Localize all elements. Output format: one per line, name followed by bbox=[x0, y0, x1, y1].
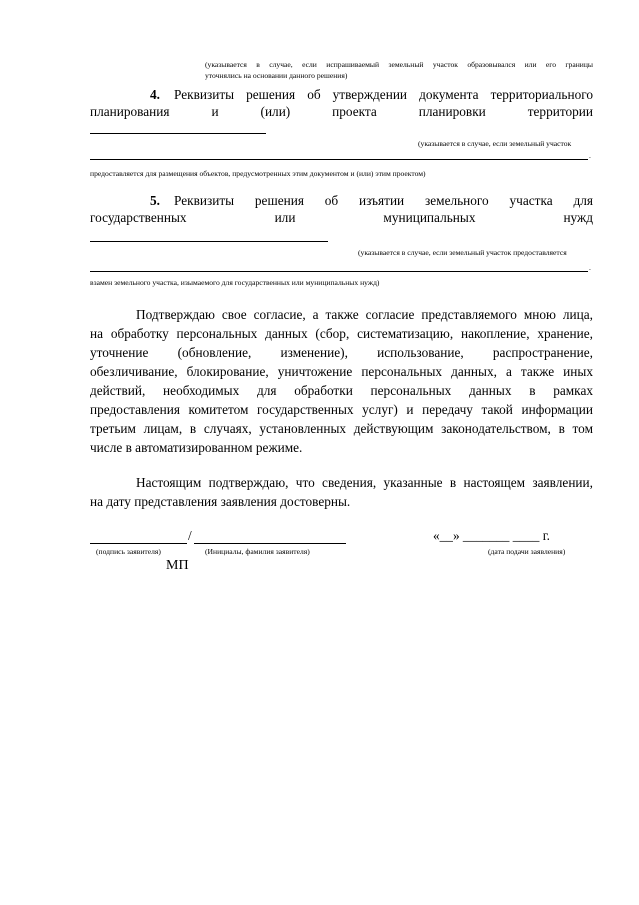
stamp-mark: МП bbox=[166, 558, 189, 573]
word: изъятии bbox=[359, 193, 405, 208]
section5-fill-line-long bbox=[90, 271, 588, 272]
word: или bbox=[274, 210, 296, 225]
consent-line: Подтверждаю свое согласие, а также согласие представляемого мною лица, bbox=[136, 307, 593, 322]
section4-fill-line-short bbox=[90, 133, 266, 134]
section5-title-line2 bbox=[90, 210, 593, 225]
section4-title-line1: Реквизиты решения об утверждении документа территориального bbox=[174, 87, 593, 102]
consent-line: на обработку персональных данных (сбор, систематизацию, накопление, хранение, bbox=[90, 326, 593, 341]
signature-label: (подпись заявителя) bbox=[96, 547, 161, 556]
section3-note-line1: (указывается в случае, если испрашиваемый земельный участок образовывался или его границы bbox=[205, 60, 593, 69]
confirm-line: Настоящим подтверждаю, что сведения, указанные в настоящем заявлении, bbox=[136, 475, 593, 490]
consent-line: обезличивание, блокирование, уничтожение персональных данных, а также иных bbox=[90, 364, 593, 379]
word: (или) bbox=[260, 104, 291, 119]
word: участка bbox=[509, 193, 553, 208]
initials-line bbox=[194, 543, 346, 544]
word: планирования bbox=[90, 104, 170, 119]
word: Реквизиты bbox=[174, 193, 235, 208]
consent-line: третьим лицам, в случаях, установленных действующим законодательством, в том bbox=[90, 421, 593, 436]
signature-slash: / bbox=[188, 528, 192, 543]
initials-label: (Инициалы, фамилия заявителя) bbox=[205, 547, 310, 556]
consent-line: действий, необходимых для обработки персональных данных в рамках bbox=[90, 383, 593, 398]
word: об bbox=[324, 193, 339, 208]
date-field: «__» _______ ____ г. bbox=[433, 528, 550, 543]
word: решения bbox=[254, 193, 304, 208]
consent-line: числе в автоматизированном режиме. bbox=[90, 440, 303, 455]
section4-fill-line-long bbox=[90, 159, 588, 160]
section3-note-line2: уточнялись на основании данного решения) bbox=[205, 71, 348, 80]
confirm-line: на дату представления заявления достоверны. bbox=[90, 494, 351, 509]
section5-number: 5. bbox=[150, 193, 160, 208]
word: планировки bbox=[418, 104, 486, 119]
section5-fill-line-short bbox=[90, 241, 328, 242]
signature-line bbox=[90, 543, 187, 544]
consent-line: уточнение (обновление, изменение), использование, распространение, bbox=[90, 345, 593, 360]
word: для bbox=[573, 193, 593, 208]
section5-line-end: . bbox=[589, 263, 591, 272]
word: нужд bbox=[563, 210, 593, 225]
date-label: (дата подачи заявления) bbox=[488, 547, 566, 556]
word: земельного bbox=[425, 193, 489, 208]
word: территории bbox=[527, 104, 593, 119]
section4-number: 4. bbox=[150, 87, 160, 102]
section4-note-line2: предоставляется для размещения объектов, предусмотренных этим документом и (или) этим проектом) bbox=[90, 169, 426, 178]
section5-title-line1 bbox=[174, 193, 593, 208]
consent-line: предоставления комитетом государственных услуг) и передачу такой информации bbox=[90, 402, 593, 417]
section4-title-line2 bbox=[90, 104, 593, 119]
section4-line-end: . bbox=[589, 151, 591, 160]
word: муниципальных bbox=[383, 210, 476, 225]
section4-note-line1: (указывается в случае, если земельный участок bbox=[418, 139, 572, 148]
section5-note-line1: (указывается в случае, если земельный участок предоставляется bbox=[358, 248, 567, 257]
section5-note-line2: взамен земельного участка, изымаемого для государственных или муниципальных нужд) bbox=[90, 278, 380, 287]
word: государственных bbox=[90, 210, 187, 225]
word: проекта bbox=[332, 104, 377, 119]
word: и bbox=[211, 104, 219, 119]
